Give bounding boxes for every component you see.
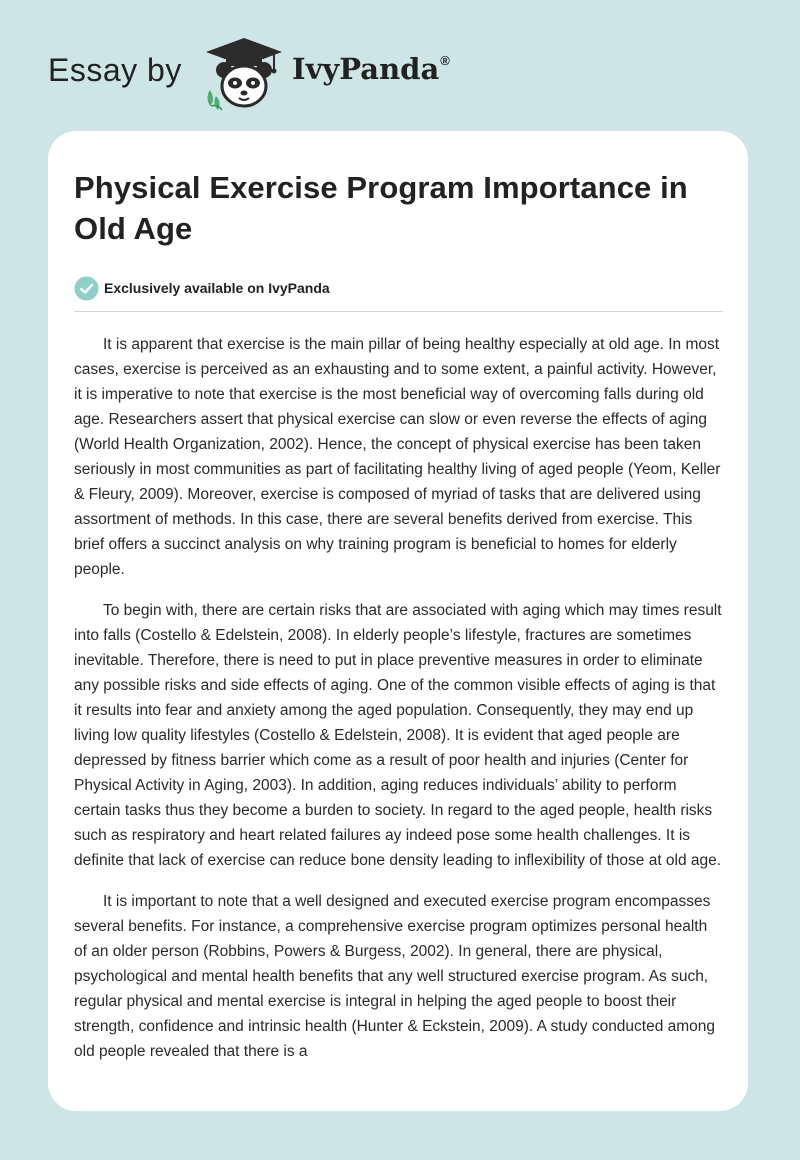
essay-body <box>74 332 722 1064</box>
paragraph: It is apparent that exercise is the main pillar of being healthy especially at old age. In most cases, exercise is perceived as an exhausting and to some extent, a painful activity. However, it is imperative to note that exercise is the most beneficial way of overcoming falls during old age. Researchers assert that physical exercise can slow or even reverse the effects of aging (World Health Organization, 2002). Hence, the concept of physical exercise has been taken seriously in most communities as part of facilitating healthy living of aged people (Yeom, Keller & Fleury, 2009). Moreover, exercise is composed of myriad of tasks that are delivered using assortment of methods. In this case, there are several benefits derived from exercise. This brief offers a succinct analysis on why training program is beneficial to homes for elderly people. <box>74 336 721 578</box>
check-circle-icon <box>74 276 99 301</box>
page-title: Physical Exercise Program Importance in Old Age <box>74 170 688 246</box>
paragraph: To begin with, there are certain risks that are associated with aging which may times result into falls (Costello & Edelstein, 2008). In elderly people’s lifestyle, fractures are sometimes inevitable. Therefore, there is need to put in place preventive measures in order to eliminate any possible risks and side effects of aging. One of the common visible effects of aging is that it results into fear and anxiety among the aged population. Consequently, they may end up living low quality lifestyles (Costello & Edelstein, 2008). It is evident that aged people are depressed by fitness barrier which come as a result of poor health and injuries (Center for Physical Activity in Aging, 2003). In addition, aging reduces individuals’ ability to perform certain tasks thus they become a burden to society. In regard to the aged people, health risks such as respiratory and heart related failures ay indeed pose some health challenges. It is definite that lack of exercise can reduce bone density leading to inflexibility of those at old age. <box>74 602 722 869</box>
essay-card <box>48 131 748 1111</box>
brand-name: IvyPanda® <box>292 52 450 86</box>
panda-graduate-icon <box>204 34 284 112</box>
trademark-symbol: ® <box>440 53 450 68</box>
paragraph: It is important to note that a well designed and executed exercise program encompasses several benefits. For instance, a comprehensive exercise program optimizes personal health of an older person (Robbins, Powers & Burgess, 2002). In general, there are physical, psychological and mental health benefits that any well structured exercise program. As such, regular physical and mental exercise is integral in helping the aged people to boost their strength, confidence and intrinsic health (Hunter & Eckstein, 2009). A study conducted among old people revealed that there is a <box>74 893 716 1060</box>
badge-text: Exclusively available on IvyPanda <box>104 280 330 296</box>
divider <box>74 311 723 312</box>
exclusive-badge <box>74 275 722 301</box>
essay-by-label: Essay by <box>48 52 182 88</box>
brand-header[interactable] <box>48 34 508 114</box>
